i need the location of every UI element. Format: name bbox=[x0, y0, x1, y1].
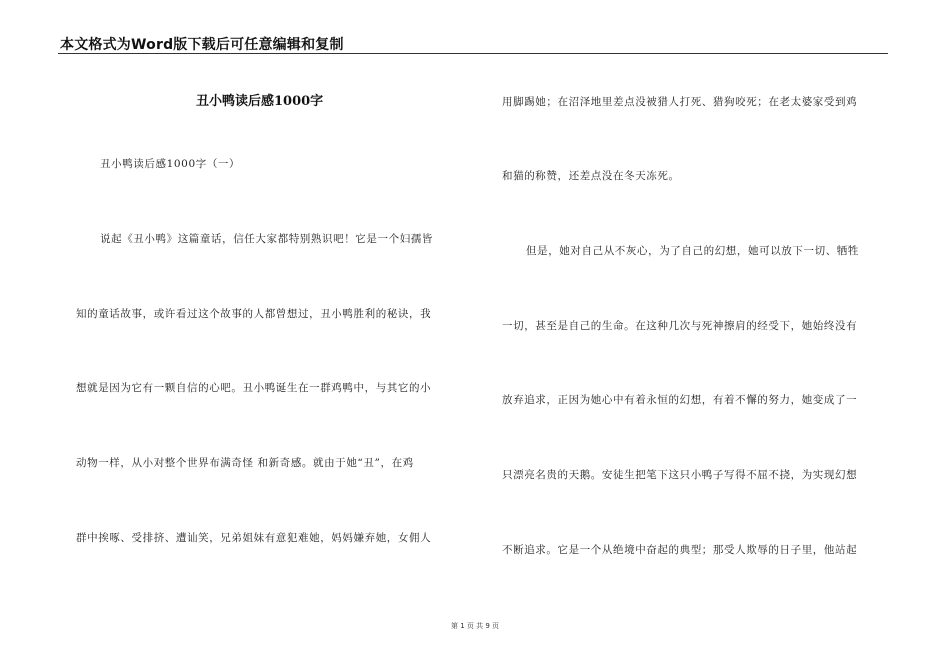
left-line: 知的童话故事，或许看过这个故事的人都曾想过，丑小鸭胜利的秘诀，我 bbox=[76, 308, 432, 320]
left-line: 动物一样，从小对整个世界布满奇怪 和新奇感。就由于她“丑”，在鸡 bbox=[76, 457, 414, 469]
left-line: 想就是因为它有一颗自信的心吧。丑小鸭诞生在一群鸡鸭中，与其它的小 bbox=[76, 382, 432, 394]
right-line: 不断追求。它是一个从绝境中奋起的典型；那受人欺辱的日子里，他站起 bbox=[502, 544, 858, 556]
left-line: 丑小鸭读后感1000字（一） bbox=[100, 158, 241, 170]
right-line: 和猫的称赞，还差点没在冬天冻死。 bbox=[502, 170, 680, 182]
right-line: 一切，甚至是自己的生命。在这种几次与死神擦肩的经受下，她始终没有 bbox=[502, 320, 858, 332]
header-divider bbox=[58, 53, 888, 54]
right-line: 放弃追求，正因为她心中有着永恒的幻想，有着不懈的努力，她变成了一 bbox=[502, 394, 858, 406]
download-banner: 本文格式为Word版下载后可任意编辑和复制 bbox=[60, 37, 344, 53]
page-number: 第 1 页 共 9 页 bbox=[450, 622, 500, 630]
document-title: 丑小鸭读后感1000字 bbox=[196, 94, 324, 109]
left-line: 群中挨啄、受排挤、遭讪笑，兄弟姐妹有意犯难她，妈妈嫌弃她，女佣人 bbox=[76, 532, 432, 544]
right-line: 用脚踢她；在沼泽地里差点没被猎人打死、猎狗咬死；在老太婆家受到鸡 bbox=[502, 96, 858, 108]
right-line: 只漂亮名贵的天鹅。安徒生把笔下这只小鸭子写得不屈不挠，为实现幻想 bbox=[502, 469, 858, 481]
left-line: 说起《丑小鸭》这篇童话，信任大家都特别熟识吧！它是一个妇孺皆 bbox=[100, 233, 433, 245]
right-line: 但是，她对自己从不灰心，为了自己的幻想，她可以放下一切、牺牲 bbox=[526, 245, 859, 257]
